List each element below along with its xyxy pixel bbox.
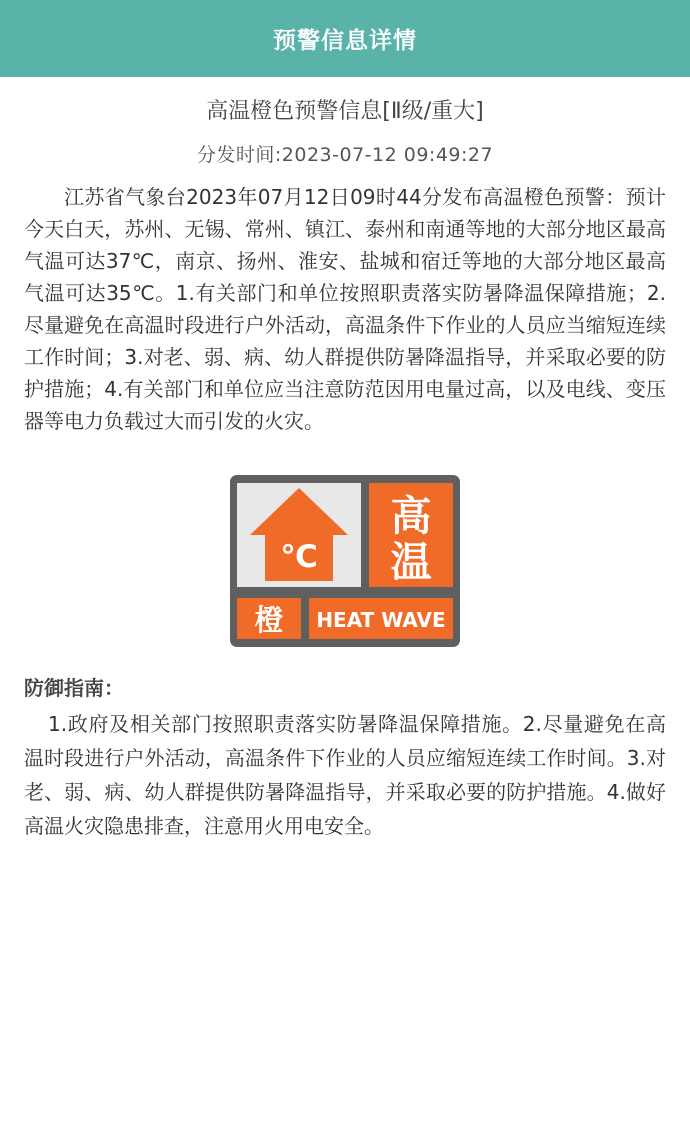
issue-time: 分发时间:2023-07-12 09:49:27 [196,144,494,166]
page-header [0,0,690,77]
warning-level-label: 橙 [254,603,284,637]
warning-title: 高温橙色预警信息[Ⅱ级/重大] [206,99,484,124]
chinese-label-char-2: 温 [390,538,432,586]
page-title: 预警信息详情 [273,28,417,54]
warning-detail-content [0,97,690,843]
warning-icon-container [24,475,666,647]
english-label: HEAT WAVE [316,608,446,632]
warning-description: 江苏省气象台2023年07月12日09时44分发布高温橙色预警：预计今天白天，苏州、无锡、常州、镇江、泰州和南通等地的大部分地区最高气温可达37℃，南京、扬州、淮安、盐城和宿迁等地的大部分地区最高气温可达35℃。1.有关部门和单位按照职责落实防暑降温保障措施；2.尽量避免在高温时段进行户外活动，高温条件下作业的人员应当缩短连续工作时间；3.对老、弱、病、幼人群提供防暑降温指导，并采取必要的防护措施；4.有关部门和单位应当注意防范因用电量过高，以及电线、变压器等电力负载过大而引发的火灾。 [24,185,666,433]
defense-guide-title: 防御指南： [24,676,124,700]
high-temperature-orange-warning-icon [230,475,460,647]
chinese-label-char-1: 高 [390,492,432,540]
celsius-symbol: ℃ [280,539,318,575]
defense-guide-text: 1.政府及相关部门按照职责落实防暑降温保障措施。2.尽量避免在高温时段进行户外活动，高温条件下作业的人员应缩短连续工作时间。3.对老、弱、病、幼人群提供防暑降温指导，并采取必要的防护措施。4.做好高温火灾隐患排查，注意用火用电安全。 [24,712,666,838]
